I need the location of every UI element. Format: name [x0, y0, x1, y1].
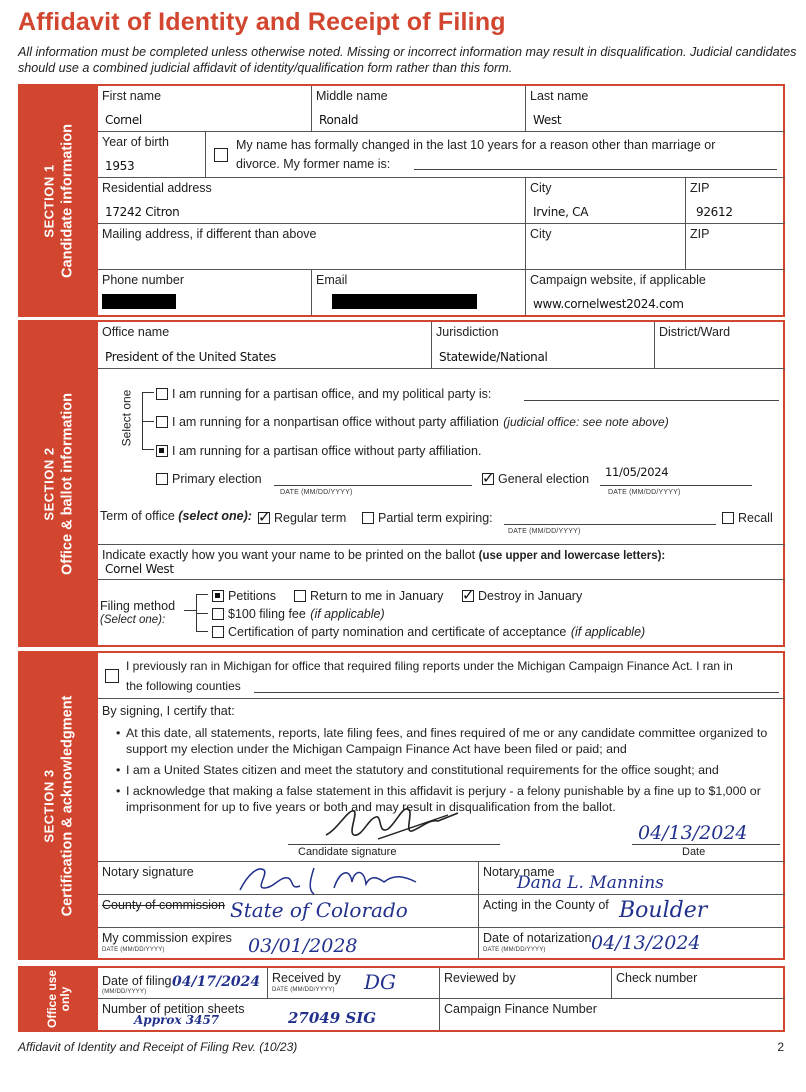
former-name-line[interactable] [414, 169, 777, 170]
fee-note: (if applicable) [310, 607, 385, 621]
candidate-signature[interactable] [318, 799, 468, 847]
last-name-label: Last name [530, 89, 589, 103]
website-field[interactable] [526, 270, 785, 315]
commission-expires-field[interactable] [98, 928, 479, 958]
destroy-checkbox[interactable] [462, 590, 474, 602]
section-1 [18, 84, 785, 317]
filing-bracket-tick [184, 610, 196, 611]
option-nonpartisan[interactable] [156, 413, 669, 431]
received-by-field[interactable] [268, 968, 440, 999]
zip2-label: ZIP [690, 227, 710, 241]
section-2-number: SECTION 2 [41, 446, 57, 521]
regular-term[interactable] [258, 509, 346, 527]
mailing-label: Mailing address, if different than above [102, 227, 317, 241]
office-value: President of the United States [105, 350, 276, 364]
general-checkbox[interactable] [482, 473, 494, 485]
section-2-name: Office & ballot information [59, 392, 76, 575]
partisan-text: I am running for a partisan office, and my political party is: [172, 387, 492, 401]
first-name-label: First name [102, 89, 162, 103]
previous-run-text: I previously ran in Michigan for office that required filing reports under the Michigan Campaign Finance Act. I ran in [126, 659, 733, 673]
term-label [100, 509, 252, 523]
option-partisan[interactable] [156, 385, 491, 403]
party-line[interactable] [524, 400, 779, 401]
name-change-text: My name has formally changed in the last 10 years for a reason other than marriage or [236, 138, 716, 152]
partial-date-hint: DATE (MM/DD/YYYY) [508, 528, 581, 535]
date-line [632, 844, 780, 845]
section-3-tab [20, 653, 98, 958]
general-label: General election [498, 472, 590, 486]
residential-value: 17242 Citron [105, 205, 180, 219]
primary-date-hint: DATE (MM/DD/YYYY) [280, 489, 353, 496]
regular-term-checkbox[interactable] [258, 512, 270, 524]
received-label: Received by [272, 971, 341, 985]
option-petitions[interactable] [212, 587, 276, 605]
phone-redaction [102, 294, 176, 309]
return-label: Return to me in January [310, 589, 444, 603]
date-filing-value: 04/17/2024 [172, 974, 261, 990]
filing-select: (Select one): [100, 614, 166, 626]
first-name-field[interactable] [98, 86, 312, 132]
acting-value: Boulder [619, 898, 708, 923]
email-label: Email [316, 273, 348, 287]
notary-name-field[interactable] [479, 862, 785, 895]
name-change-checkbox[interactable] [214, 148, 228, 162]
name-change-field [206, 132, 785, 178]
cfn-label: Campaign Finance Number [444, 1002, 597, 1016]
cert-note: (if applicable) [570, 625, 646, 639]
section-1-tab [20, 86, 98, 315]
zip-field[interactable] [686, 178, 785, 224]
primary-election[interactable] [156, 470, 262, 488]
bullet-2: • I am a United States citizen and meet the statutory and constitutional requirements for the office sought; and [126, 763, 786, 779]
reviewed-by-field[interactable] [440, 968, 612, 999]
option-destroy[interactable] [462, 587, 582, 605]
first-name-value: Cornel [105, 113, 142, 127]
website-value: www.cornelwest2024.com [533, 297, 684, 311]
ballot-name-field[interactable] [98, 545, 785, 580]
notary-sig-label: Notary signature [102, 865, 194, 879]
zip-label: ZIP [690, 181, 710, 195]
cert-radio[interactable] [212, 626, 224, 638]
phone-label: Phone number [102, 273, 185, 287]
recall-checkbox[interactable] [722, 512, 734, 524]
recall[interactable] [722, 509, 773, 527]
filing-label: Filing method [100, 599, 176, 613]
expires-value: 03/01/2028 [248, 935, 358, 957]
acting-label: Acting in the County of [483, 898, 609, 912]
zip2-field[interactable] [686, 224, 785, 270]
partisan-no-party-text: I am running for a partisan office without party affiliation. [172, 444, 482, 458]
office-label: Office name [102, 325, 170, 339]
section-3-name: Certification & acknowledgment [59, 695, 76, 916]
certify-label: By signing, I certify that: [102, 704, 235, 718]
petitions-radio[interactable] [212, 590, 224, 602]
candidate-sig-line [288, 844, 500, 845]
date-label: Date [682, 846, 706, 858]
section-2-tab [20, 322, 98, 645]
notary-name-label: Notary name [483, 865, 555, 879]
county-label: County of commission [102, 898, 225, 912]
option-cert[interactable] [212, 623, 645, 641]
name-change-text-2: divorce. My former name is: [236, 157, 391, 171]
website-label: Campaign website, if applicable [530, 273, 706, 287]
select-bracket-mid [142, 421, 154, 422]
notarization-label: Date of notarization [483, 931, 592, 945]
notarization-value: 04/13/2024 [591, 932, 701, 954]
ballot-name-value: Cornel West [105, 562, 174, 576]
last-name-field[interactable] [526, 86, 785, 132]
email-redaction [332, 294, 477, 309]
check-label: Check number [616, 971, 698, 985]
bullet-1: • At this date, all statements, reports, late filing fees, and fines required of me or any candidate committee organized to support my election under the Michigan Campaign Finance Act have been filed or paid; and [126, 726, 786, 757]
zip-value: 92612 [696, 205, 733, 219]
ballot-label-bold: (use upper and lowercase letters): [478, 550, 666, 562]
email-field[interactable] [312, 270, 526, 315]
partisan-radio[interactable] [156, 388, 168, 400]
section-2 [18, 320, 785, 647]
recall-label: Recall [738, 511, 773, 525]
jurisdiction-field[interactable] [432, 322, 655, 369]
notarization-date-field[interactable] [479, 928, 785, 958]
previous-run-text-2: the following counties [126, 679, 241, 693]
notary-signature [234, 860, 434, 900]
partisan-no-party-radio[interactable] [156, 445, 168, 457]
option-return[interactable] [294, 587, 443, 605]
partial-term-line[interactable] [504, 524, 716, 525]
acting-county-field[interactable] [479, 895, 785, 928]
petition-sheets-field[interactable] [98, 999, 440, 1030]
previous-run-checkbox[interactable] [105, 669, 119, 683]
footer-form-name: Affidavit of Identity and Receipt of Filing Rev. (10/23) [18, 1040, 298, 1054]
section-3-number: SECTION 3 [41, 768, 57, 843]
general-date-line[interactable] [600, 485, 752, 486]
primary-date-line[interactable] [274, 485, 472, 486]
year-of-birth-field[interactable] [98, 132, 206, 178]
city-label: City [530, 181, 552, 195]
middle-name-value: Ronald [319, 113, 359, 127]
section-1-name: Candidate information [59, 123, 76, 278]
petition-value-2: 27049 SIG [288, 1009, 377, 1027]
form-intro: All information must be completed unless otherwise noted. Missing or incorrect information may result in disqualification. Judicial candidates should use a combined judicial affidavit of identity/qualification form rather than this form. [18, 45, 797, 75]
fee-label: $100 filing fee [228, 607, 306, 621]
regular-term-label: Regular term [274, 511, 347, 525]
notary-name-value: Dana L. Mannins [517, 873, 664, 893]
counties-line[interactable] [254, 692, 779, 693]
nonpartisan-note: (judicial office: see note above) [503, 415, 669, 429]
check-number-field[interactable] [612, 968, 785, 999]
mailing-address-field[interactable] [98, 224, 526, 270]
petition-label: Number of petition sheets [102, 1002, 245, 1016]
expires-label: My commission expires [102, 931, 232, 945]
general-date-value: 11/05/2024 [605, 465, 669, 479]
general-date-hint: DATE (MM/DD/YYYY) [608, 489, 681, 496]
notary-signature-field[interactable] [98, 862, 479, 895]
ballot-label [102, 548, 665, 562]
fee-radio[interactable] [212, 608, 224, 620]
filing-bracket-mid [196, 613, 208, 614]
option-fee[interactable] [212, 605, 385, 623]
footer-page-number: 2 [777, 1040, 784, 1054]
primary-label: Primary election [172, 472, 262, 486]
date-filing-label: Date of filing [102, 974, 172, 988]
year-of-birth-value: 1953 [105, 159, 135, 173]
form-title: Affidavit of Identity and Receipt of Filing [18, 8, 506, 36]
option-partisan-no-party[interactable] [156, 442, 481, 460]
candidate-sig-label: Candidate signature [298, 846, 397, 858]
destroy-label: Destroy in January [478, 589, 583, 603]
certification-block [98, 699, 785, 862]
partial-term-checkbox[interactable] [362, 512, 374, 524]
nonpartisan-text: I am running for a nonpartisan office without party affiliation [172, 415, 499, 429]
date-filing-hint: (MM/DD/YYYY) [102, 989, 147, 995]
district-field[interactable] [655, 322, 785, 369]
filing-method [98, 580, 785, 645]
city-field[interactable] [526, 178, 686, 224]
office-use-section [18, 966, 785, 1032]
return-checkbox[interactable] [294, 590, 306, 602]
residential-address-field[interactable] [98, 178, 526, 224]
office-use-name: Office use only [45, 969, 72, 1029]
phone-field[interactable] [98, 270, 312, 315]
county-field[interactable] [98, 895, 479, 928]
jurisdiction-label: Jurisdiction [436, 325, 499, 339]
section-1-number: SECTION 1 [41, 163, 57, 238]
office-name-field[interactable] [98, 322, 432, 369]
city-value: Irvine, CA [533, 205, 589, 219]
middle-name-label: Middle name [316, 89, 388, 103]
county-value: State of Colorado [230, 898, 408, 922]
received-value: DG [364, 970, 397, 994]
office-use-tab [20, 968, 98, 1030]
middle-name-field[interactable] [312, 86, 526, 132]
term-select-text: (select one): [178, 509, 252, 523]
date-of-filing-field[interactable] [98, 968, 268, 999]
ballot-label-text: Indicate exactly how you want your name to be printed on the ballot [102, 548, 476, 562]
jurisdiction-value: Statewide/National [439, 350, 548, 364]
partial-term-label: Partial term expiring: [378, 511, 493, 525]
nonpartisan-radio[interactable] [156, 416, 168, 428]
general-election[interactable] [482, 470, 589, 488]
received-hint: DATE (MM/DD/YYYY) [272, 987, 335, 993]
reviewed-label: Reviewed by [444, 971, 516, 985]
select-one-label: Select one [119, 389, 134, 447]
bullet-3: • I acknowledge that making a false statement in this affidavit is perjury - a felony punishable by a fine up to $1,000 or imprisonment for up to five years or both and may result in disqualification from the ballot. [126, 784, 786, 815]
residential-label: Residential address [102, 181, 212, 195]
petitions-label: Petitions [228, 589, 276, 603]
city2-label: City [530, 227, 552, 241]
campaign-finance-field[interactable] [440, 999, 785, 1030]
city2-field[interactable] [526, 224, 686, 270]
primary-checkbox[interactable] [156, 473, 168, 485]
section-3 [18, 651, 785, 960]
year-of-birth-label: Year of birth [102, 135, 169, 149]
sign-date-value: 04/13/2024 [638, 822, 748, 844]
district-label: District/Ward [659, 325, 731, 339]
partial-term[interactable] [362, 509, 493, 527]
last-name-value: West [533, 113, 562, 127]
party-options [98, 369, 785, 545]
previous-run-field [98, 653, 785, 699]
notarization-hint: DATE (MM/DD/YYYY) [483, 947, 546, 953]
cert-label: Certification of party nomination and certificate of acceptance [228, 625, 567, 639]
petition-value: Approx 3457 [134, 1013, 220, 1027]
term-label-text: Term of office [100, 509, 175, 523]
expires-hint: DATE (MM/DD/YYYY) [102, 947, 165, 953]
